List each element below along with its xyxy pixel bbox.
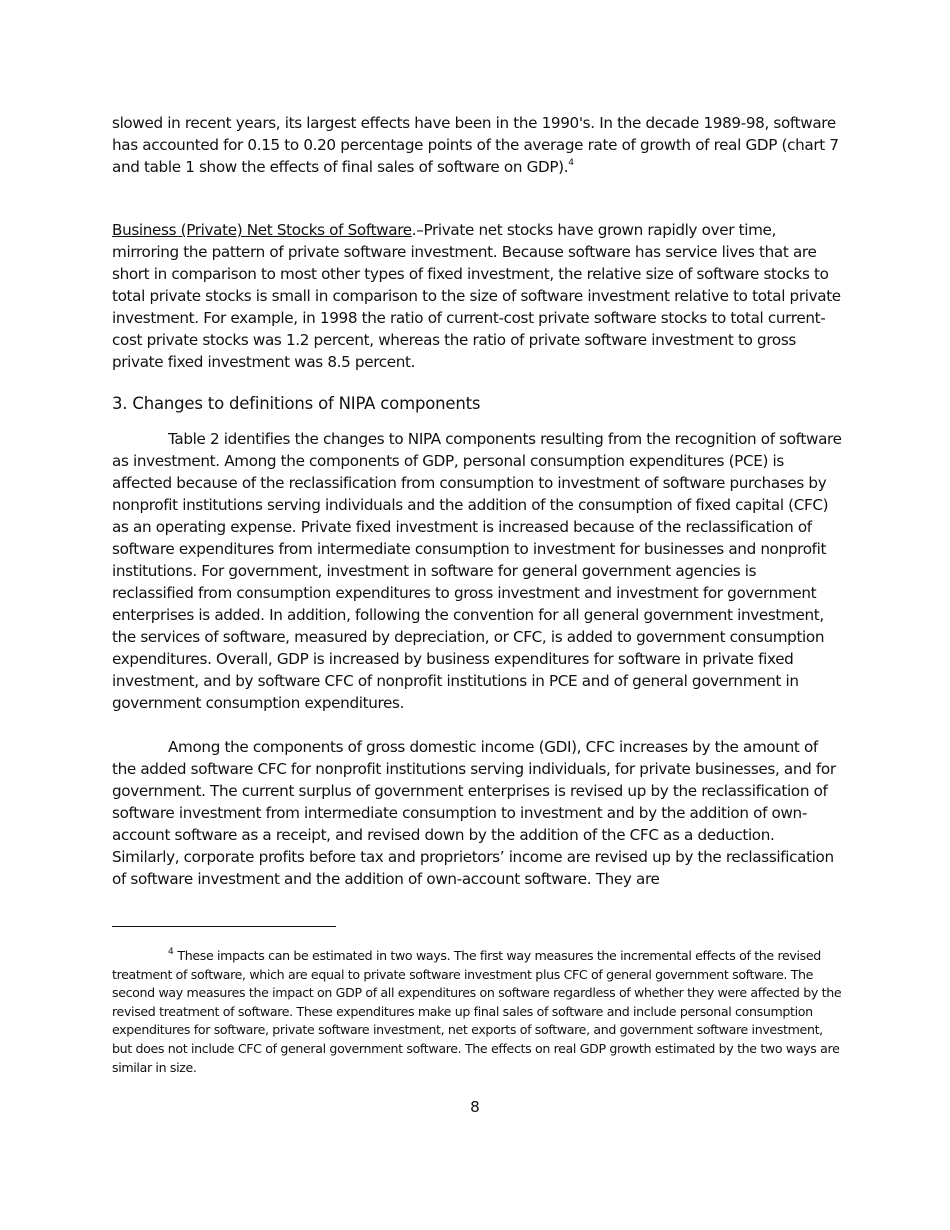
paragraph-net-stocks-text: .–Private net stocks have grown rapidly over time, mirroring the pattern of private software investment. Because software has service lives that are short in comparison to most other types of fixed investment, the relative size of software stocks to total private stocks is small in comparison to the size of software investment relative to total private investment. For example, in 1998 the ratio of current-cost private software stocks to total current-cost private stocks was 1.2 percent, whereas the ratio of private software investment to gross private fixed investment was 8.5 percent. (112, 221, 841, 371)
footnote-number: 4 (168, 947, 174, 957)
net-stocks-subheading: Business (Private) Net Stocks of Software (112, 221, 412, 239)
footnote (112, 947, 842, 1077)
paragraph-table-2: Table 2 identifies the changes to NIPA components resulting from the recognition of software as investment. Among the components of GDP, personal consumption expenditures (PCE) is affected because of the reclassification from consumption to investment of software purchases by nonprofit institutions serving individuals and the addition of the consumption of fixed capital (CFC) as an operating expense. Private fixed investment is increased because of the reclassification of software expenditures from intermediate consumption to investment for businesses and nonprofit institutions. For government, investment in software for general government agencies is reclassified from consumption expenditures to gross investment and investment for government enterprises is added. In addition, following the convention for all general government investment, the services of software, measured by depreciation, or CFC, is added to government consumption expenditures. Overall, GDP is increased by business expenditures for software in private fixed investment, and by software CFC of nonprofit institutions in PCE and of general government in government consumption expenditures. (112, 430, 842, 712)
paragraph-gdp-effects (112, 112, 842, 178)
document-body (112, 112, 842, 890)
footnote-separator (112, 926, 336, 927)
paragraph-gdp-effects-text: slowed in recent years, its largest effects have been in the 1990's. In the decade 1989-98, software has accounted for 0.15 to 0.20 percentage points of the average rate of growth of real GDP (chart 7 and table 1 show the effects of final sales of software on GDP). (112, 114, 839, 176)
page-number: 8 (470, 1098, 480, 1116)
paragraph-gdi-components: Among the components of gross domestic income (GDI), CFC increases by the amount of the added software CFC for nonprofit institutions serving individuals, for private businesses, and for government. The current surplus of government enterprises is revised up by the reclassification of software investment from intermediate consumption to investment and by the addition of own-account software as a receipt, and revised down by the addition of the CFC as a deduction. Similarly, corporate profits before tax and proprietors’ income are revised up by the reclassification of software investment and the addition of own-account software. They are (112, 738, 836, 888)
paragraph-net-stocks (112, 219, 842, 373)
footnote-reference: 4 (568, 158, 574, 168)
section-heading: 3. Changes to definitions of NIPA components (112, 394, 481, 413)
footnote-text: These impacts can be estimated in two ways. The first way measures the incremental effects of the revised treatment of software, which are equal to private software investment plus CFC of general government software. The second way measures the impact on GDP of all expenditures on software regardless of whether they were affected by the revised treatment of software. These expenditures make up final sales of software and include personal consumption expenditures for software, private software investment, net exports of software, and government software investment, but does not include CFC of general government software. The effects on real GDP growth estimated by the two ways are similar in size. (112, 948, 842, 1075)
